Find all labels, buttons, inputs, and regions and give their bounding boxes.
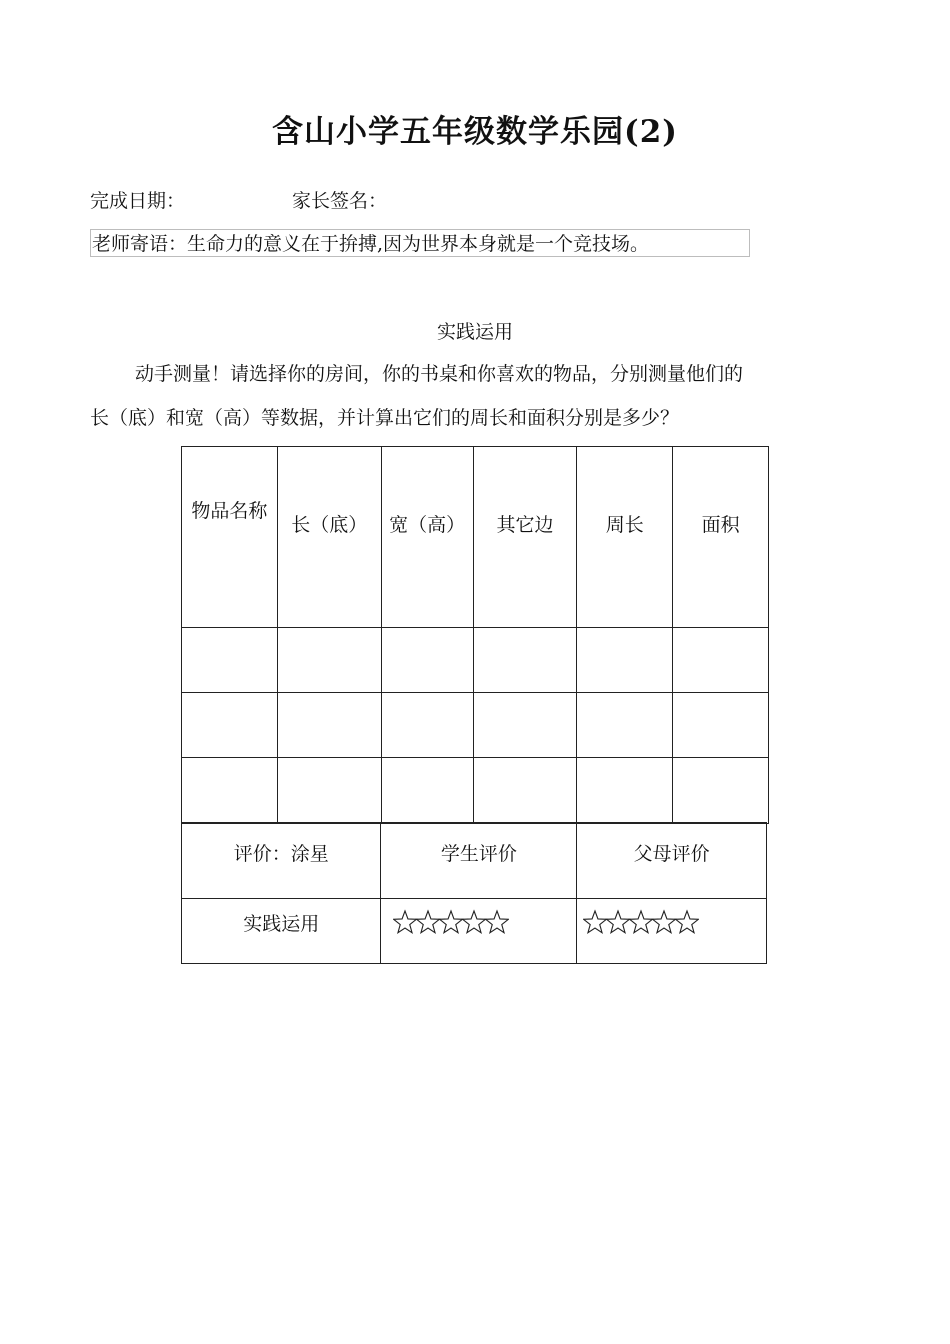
table-cell[interactable] [277,758,381,824]
evaluation-row-label: 实践运用 [182,899,381,964]
measurement-table [181,446,769,824]
table-cell[interactable] [277,693,381,758]
evaluation-header-label: 评价：涂星 [182,823,381,899]
table-cell[interactable] [673,628,769,693]
teacher-message: 老师寄语：生命力的意义在于拚搏,因为世界本身就是一个竞技场。 [90,229,750,257]
column-header-width: 宽（高） [381,447,473,628]
table-cell[interactable] [473,693,577,758]
column-header-perimeter: 周长 [577,447,673,628]
student-stars-svg [393,907,509,937]
table-row [182,628,769,693]
table-cell[interactable] [473,628,577,693]
parent-signature-label: 家长签名： [292,190,388,212]
table-header-row [182,447,769,628]
table-cell[interactable] [381,628,473,693]
table-row [182,693,769,758]
parent-stars-svg [583,907,699,937]
table-cell[interactable] [182,628,278,693]
table-cell[interactable] [277,628,381,693]
page-title: 含山小学五年级数学乐园(2) [272,114,678,150]
star-icon[interactable] [486,911,509,933]
star-icon[interactable] [630,911,653,933]
student-evaluation-header: 学生评价 [381,823,577,899]
column-header-length: 长（底） [277,447,381,628]
table-cell[interactable] [577,693,673,758]
table-cell[interactable] [381,758,473,824]
table-row [182,758,769,824]
star-icon[interactable] [463,911,486,933]
table-cell[interactable] [473,758,577,824]
evaluation-table [181,822,767,964]
instruction-line-1: 动手测量！请选择你的房间，你的书桌和你喜欢的物品，分别测量他们的 [135,363,744,385]
table-cell[interactable] [577,628,673,693]
column-header-item-name: 物品名称 [182,447,278,628]
table-cell[interactable] [182,758,278,824]
star-icon[interactable] [653,911,676,933]
table-cell[interactable] [673,758,769,824]
table-cell[interactable] [577,758,673,824]
star-icon[interactable] [676,911,699,933]
star-icon[interactable] [417,911,440,933]
star-icon[interactable] [394,911,417,933]
column-header-area: 面积 [673,447,769,628]
parent-evaluation-header: 父母评价 [577,823,767,899]
table-cell[interactable] [381,693,473,758]
table-cell[interactable] [673,693,769,758]
instruction-line-2: 长（底）和宽（高）等数据，并计算出它们的周长和面积分别是多少？ [90,407,680,429]
parent-star-rating[interactable] [577,899,767,964]
star-icon[interactable] [607,911,630,933]
column-header-other-side: 其它边 [473,447,577,628]
section-title: 实践运用 [436,321,513,343]
student-star-rating[interactable] [381,899,577,964]
star-icon[interactable] [440,911,463,933]
completion-date-label: 完成日期： [90,190,186,212]
star-icon[interactable] [584,911,607,933]
table-cell[interactable] [182,693,278,758]
